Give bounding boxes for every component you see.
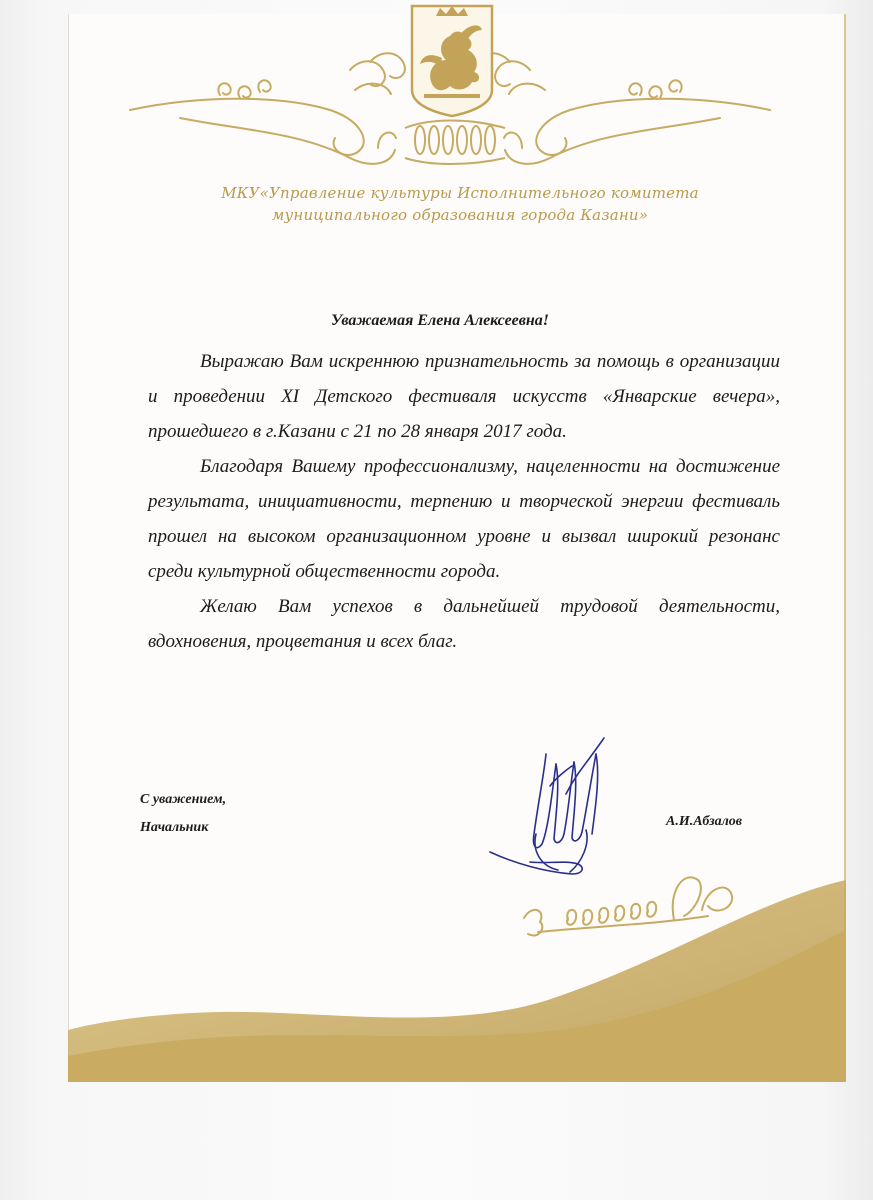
paragraph-professionalism: Благодаря Вашему профессионализму, нацеленности на достижение результата, инициативности, терпению и творческой энергии фестиваль прошел на высоком организационном уровне и вызвал широкий резонанс среди культурной общественности города. bbox=[148, 456, 780, 582]
handwritten-signature bbox=[486, 734, 636, 884]
kazan-coat-of-arms-icon bbox=[412, 6, 492, 116]
closing-block bbox=[140, 786, 226, 842]
bottom-flourish bbox=[524, 877, 732, 935]
paragraph-gratitude: Выражаю Вам искреннюю признательность за помощь в организации и проведении XI Детского фестиваля искусств «Январские вечера», прошедшего в г.Казани с 21 по 28 января 2017 года. bbox=[148, 351, 780, 442]
signer-title: Начальник bbox=[140, 820, 209, 835]
signer-name: А.И.Абзалов bbox=[666, 814, 743, 829]
letter-body bbox=[148, 344, 780, 659]
organization-name bbox=[150, 182, 770, 226]
salutation: Уважаемая Елена Алексеевна! bbox=[330, 312, 550, 329]
paragraph-wishes: Желаю Вам успехов в дальнейшей трудовой деятельности, вдохновения, процветания и всех благ. bbox=[148, 596, 780, 652]
closing-regards: С уважением, bbox=[140, 792, 227, 807]
organization-name-line1: МКУ«Управление культуры Исполнительного комитета bbox=[221, 184, 699, 202]
header-ornament bbox=[120, 0, 780, 190]
bottom-gold-swoosh bbox=[68, 860, 846, 1082]
organization-name-line2: муниципального образования города Казани» bbox=[271, 206, 649, 224]
